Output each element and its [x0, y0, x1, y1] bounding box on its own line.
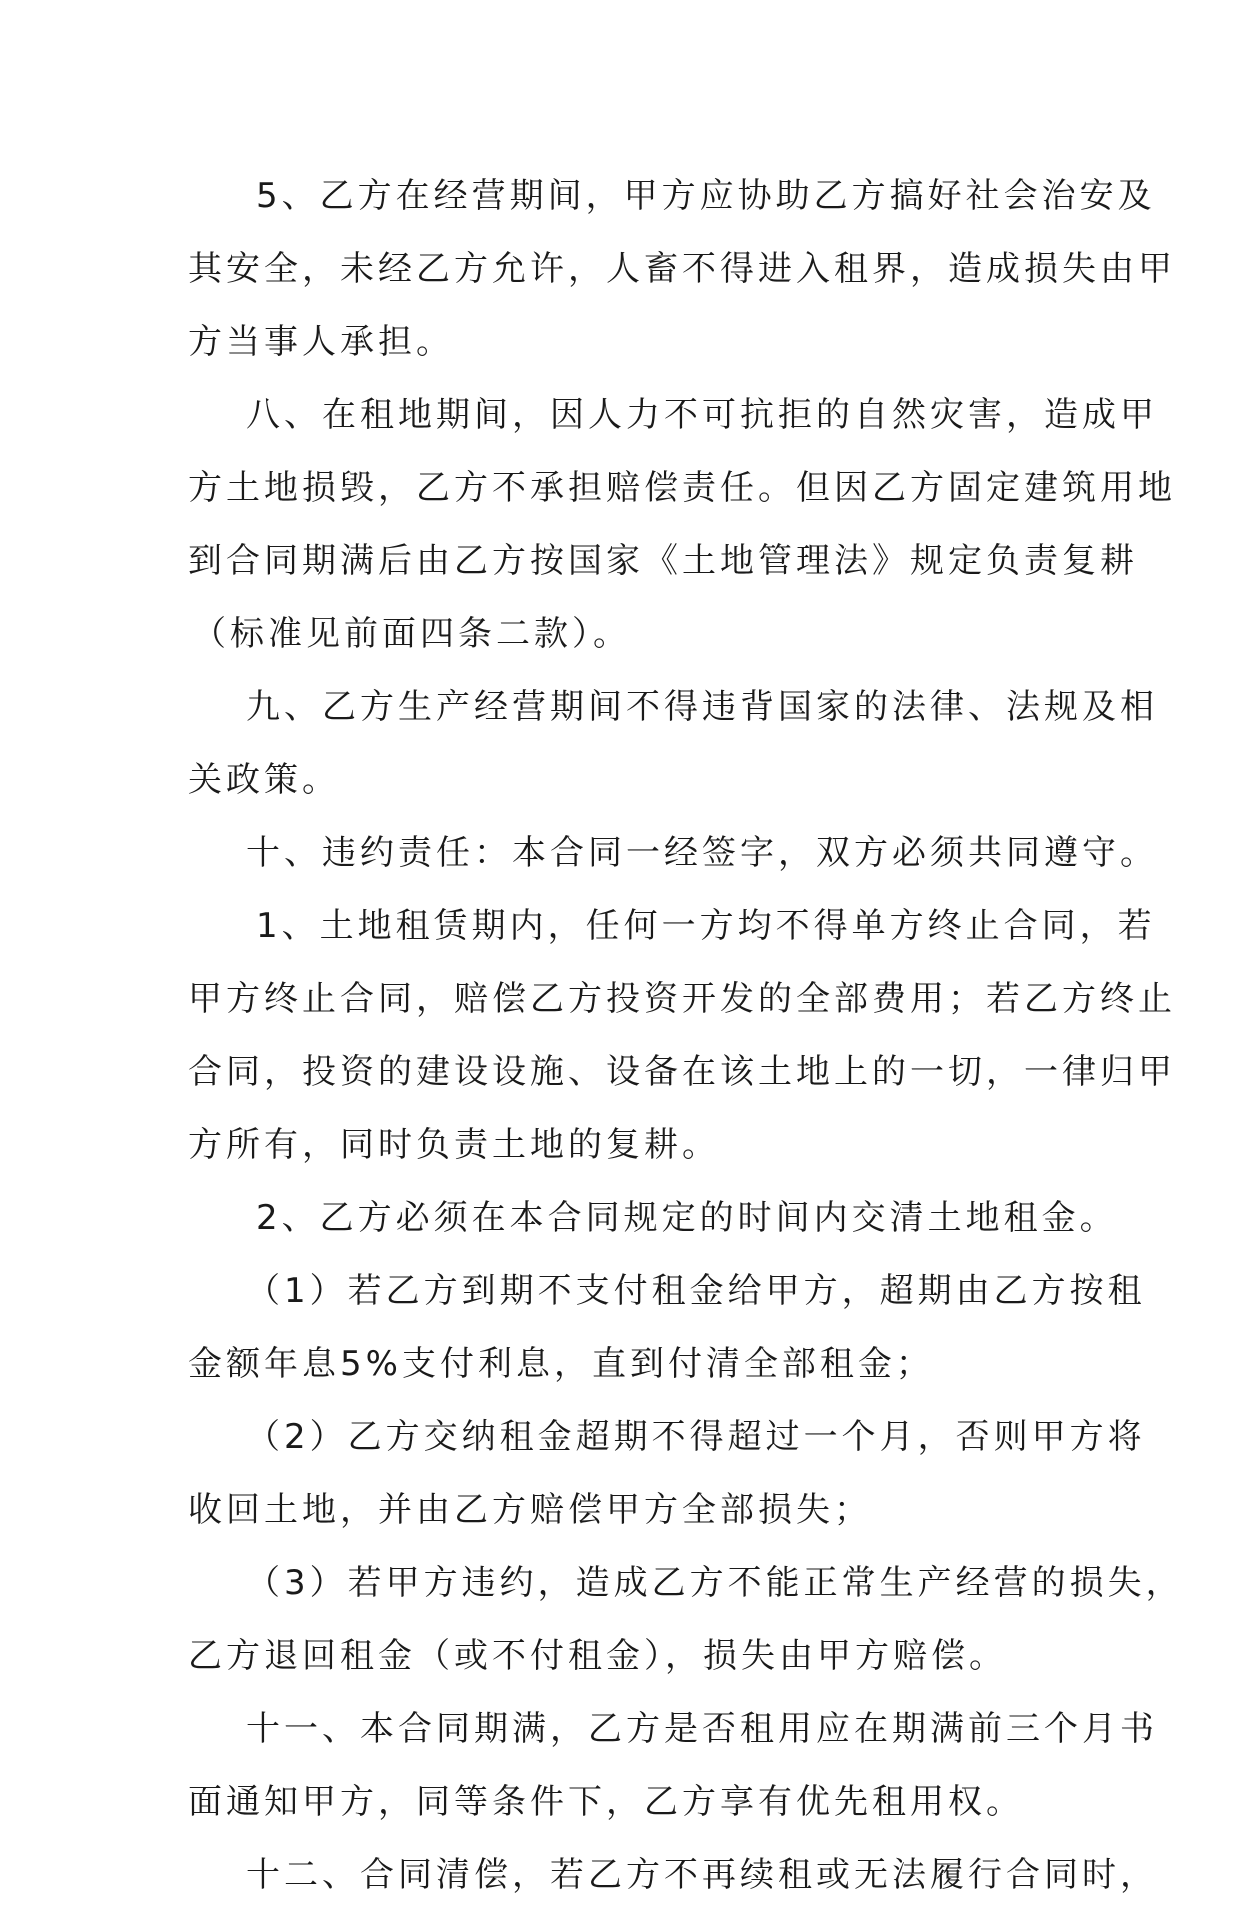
text-line: （3）若甲方违约，造成乙方不能正常生产经营的损失，: [246, 1563, 1184, 1603]
text-line: 十二、合同清偿，若乙方不再续租或无法履行合同时，: [246, 1855, 1158, 1895]
text-line: （2）乙方交纳租金超期不得超过一个月，否则甲方将: [246, 1417, 1146, 1457]
text-line: 2、乙方必须在本合同规定的时间内交清土地租金。: [256, 1198, 1118, 1238]
text-line: 方当事人承担。: [188, 322, 454, 362]
text-line: 收回土地，并由乙方赔偿甲方全部损失；: [188, 1490, 872, 1530]
text-line: 到合同期满后由乙方按国家《土地管理法》规定负责复耕: [188, 541, 1138, 581]
text-line: 面通知甲方，同等条件下，乙方享有优先租用权。: [188, 1782, 1024, 1822]
text-line: 金额年息5%支付利息，直到付清全部租金；: [188, 1344, 934, 1384]
text-line: 合同，投资的建设设施、设备在该土地上的一切，一律归甲: [188, 1052, 1176, 1092]
text-line: 方土地损毁，乙方不承担赔偿责任。但因乙方固定建筑用地: [188, 468, 1176, 508]
text-line: 甲方终止合同，赔偿乙方投资开发的全部费用；若乙方终止: [188, 979, 1176, 1019]
text-line: （标准见前面四条二款）。: [192, 614, 631, 654]
text-line: （1）若乙方到期不支付租金给甲方，超期由乙方按租: [246, 1271, 1146, 1311]
text-line: 1、土地租赁期内，任何一方均不得单方终止合同，若: [256, 906, 1156, 946]
contract-text: [188, 160, 1184, 1912]
text-line: 乙方退回租金（或不付租金），损失由甲方赔偿。: [188, 1636, 1007, 1676]
text-line: 十一、本合同期满，乙方是否租用应在期满前三个月书: [246, 1709, 1158, 1749]
text-line: 5、乙方在经营期间，甲方应协助乙方搞好社会治安及: [256, 176, 1156, 216]
text-line: 关政策。: [188, 760, 340, 800]
text-line: 九、乙方生产经营期间不得违背国家的法律、法规及相: [246, 687, 1158, 727]
text-line: 其安全，未经乙方允许，人畜不得进入租界，造成损失由甲: [188, 249, 1176, 289]
text-line: 方所有，同时负责土地的复耕。: [188, 1125, 720, 1165]
text-line: 八、在租地期间，因人力不可抗拒的自然灾害，造成甲: [246, 395, 1158, 435]
text-line: 十、违约责任：本合同一经签字，双方必须共同遵守。: [246, 833, 1158, 873]
